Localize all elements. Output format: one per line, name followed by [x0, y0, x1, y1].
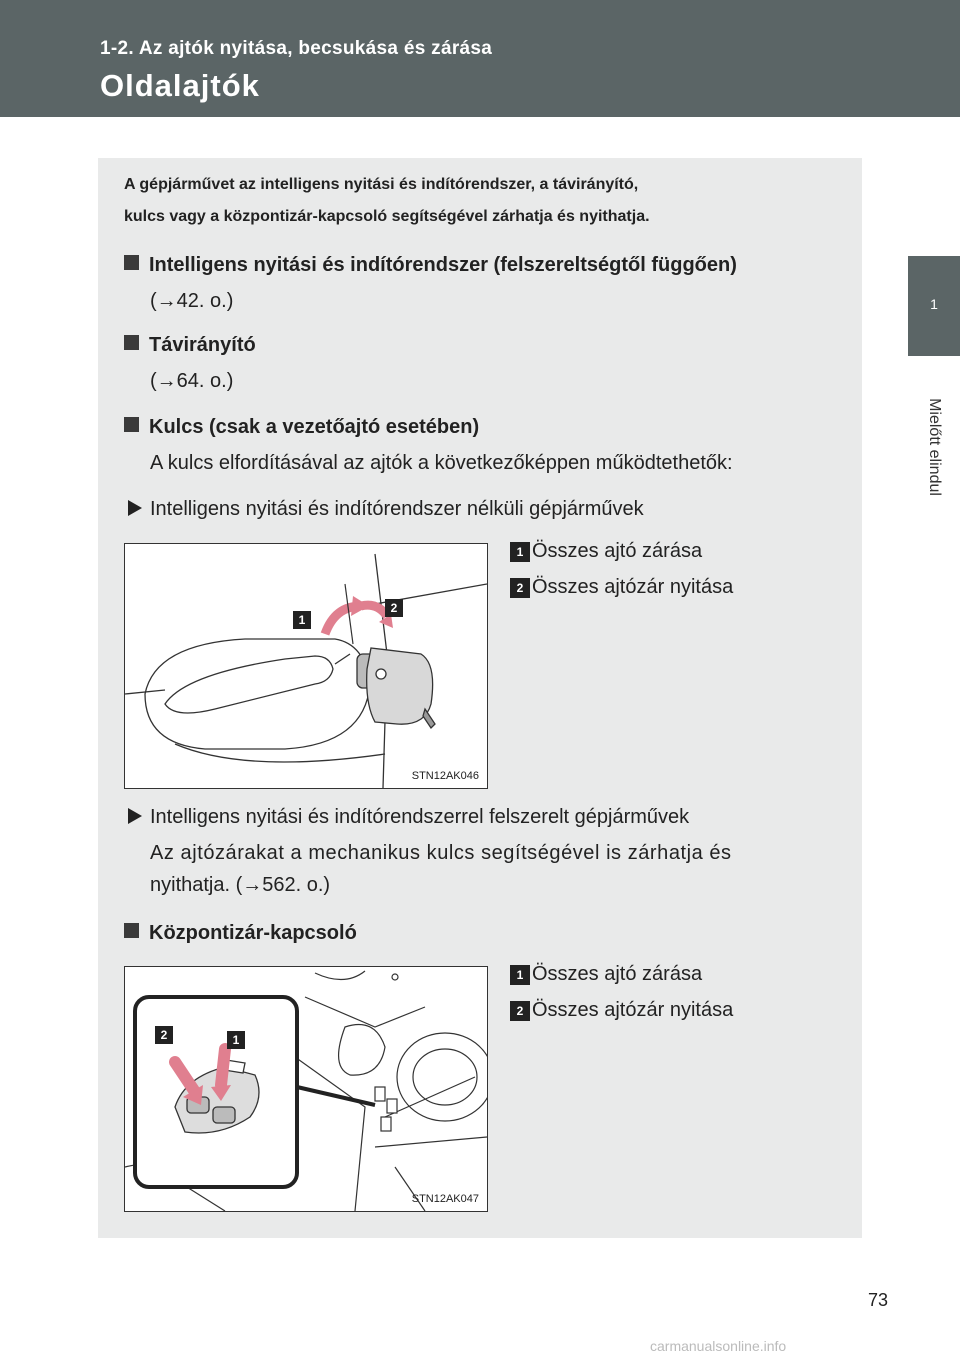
key-body: A kulcs elfordításával az ajtók a következőképpen működtethetők: [150, 452, 733, 474]
bullet-without-smart: Intelligens nyitási és indítórendszer nélküli gépjárművek [128, 498, 644, 521]
square-bullet-icon [124, 923, 139, 938]
figure1-caption-2: 2 Összes ajtózár nyitása [510, 576, 733, 599]
chapter-tab[interactable] [908, 256, 960, 356]
smart-body-line-2[interactable]: nyithatja. (→562. o.) [150, 874, 331, 896]
page-header [0, 0, 960, 117]
figure2-badge-2: 2 [155, 1026, 173, 1044]
number-badge: 1 [510, 542, 530, 562]
number-badge: 2 [510, 578, 530, 598]
number-badge: 2 [510, 1001, 530, 1021]
triangle-bullet-icon [128, 500, 142, 516]
figure-code: STN12AK046 [411, 770, 479, 782]
figure-code: STN12AK047 [411, 1193, 479, 1205]
triangle-bullet-icon [128, 808, 142, 824]
chapter-label: Mielőtt elindul [926, 398, 943, 496]
heading-smart-entry: Intelligens nyitási és indítórendszer (felszereltségtől függően) [124, 254, 737, 277]
figure2-caption-1: 1 Összes ajtó zárása [510, 963, 702, 986]
square-bullet-icon [124, 417, 139, 432]
section-title: 1-2. Az ajtók nyitása, becsukása és zárása [100, 38, 493, 59]
bullet-with-smart: Intelligens nyitási és indítórendszerrel felszerelt gépjárművek [128, 806, 689, 829]
chapter-number: 1 [930, 296, 938, 312]
figure1-caption-1: 1 Összes ajtó zárása [510, 540, 702, 563]
intro-line-1: A gépjárművet az intelligens nyitási és indítórendszer, a távirányító, [124, 176, 639, 193]
chapter-label-container [908, 362, 960, 532]
square-bullet-icon [124, 255, 139, 270]
figure1-badge-1: 1 [293, 611, 311, 629]
figure1-badge-2: 2 [385, 599, 403, 617]
page-title: Oldalajtók [100, 68, 260, 103]
heading-key: Kulcs (csak a vezetőajtó esetében) [124, 416, 479, 439]
figure-door-key [124, 543, 488, 789]
figure2-caption-2: 2 Összes ajtózár nyitása [510, 999, 733, 1022]
smart-body-line-1: Az ajtózárakat a mechanikus kulcs segítségével is zárhatja és [150, 842, 732, 864]
figure2-badge-1: 1 [227, 1031, 245, 1049]
central-lock-switch-illustration [125, 967, 487, 1211]
number-badge: 1 [510, 965, 530, 985]
heading-remote: Távirányító [124, 334, 256, 357]
figure-central-lock [124, 966, 488, 1212]
ref-remote[interactable]: (→64. o.) [150, 370, 234, 392]
door-handle-key-illustration [125, 544, 487, 788]
heading-central-lock: Központizár-kapcsoló [124, 922, 357, 945]
square-bullet-icon [124, 335, 139, 350]
ref-smart-entry[interactable]: (→42. o.) [150, 290, 234, 312]
page-number: 73 [868, 1290, 889, 1310]
footer-watermark: carmanualsonline.info [650, 1338, 787, 1354]
intro-line-2: kulcs vagy a központizár-kapcsoló segítségével zárhatja és nyithatja. [124, 208, 650, 225]
